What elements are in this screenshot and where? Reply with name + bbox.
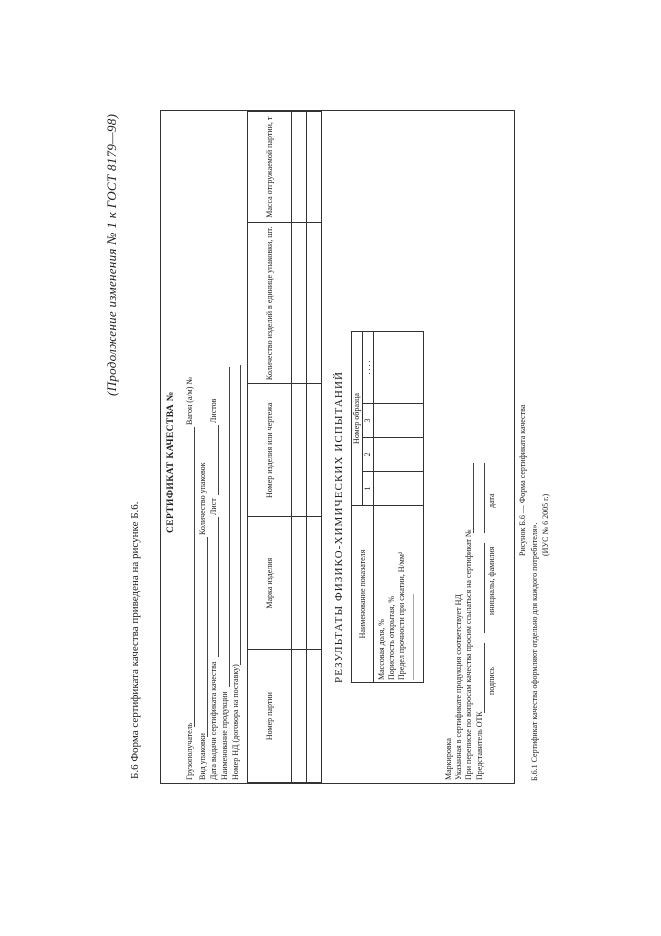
consignee-line [194,427,195,727]
packaging-label: Вид упаковки [198,733,207,780]
batch-table [247,111,322,783]
table-row [292,112,307,783]
col-grade: Марка изделия [248,517,292,650]
inquiries-text: При переписке по вопросам качества просим ссылаться на сертификат № [464,529,473,780]
note-line-1: Б.6.1 Сертификат качества оформляют отдельно для каждого потребителя». [530,522,539,781]
product-name-label: Наименование продукции [220,691,229,780]
results-title: РЕЗУЛЬТАТЫ ФИЗИКО-ХИМИЧЕСКИХ ИСПЫТАНИЙ [333,370,345,683]
initials-line [484,543,485,633]
col-batch-mass: Масса отгружаемой партии, т [248,112,292,223]
otk-label: Представитель ОТК [475,711,484,780]
packaging-line [207,537,208,737]
issue-date-line [218,517,219,657]
wagon-label: Вагон (а/м) № [185,376,194,425]
indicator-list [374,506,424,683]
certificate-frame [160,110,515,784]
sample-2: 2 [363,437,374,471]
col-batch-number: Номер партии [248,650,292,783]
product-name-line [229,367,230,687]
col-items-per-pack: Количество изделий в единице упаковки, шт. [248,223,292,384]
pack-count-label: Количество упаковок [198,462,207,535]
col-sample-number: Номер образца [352,332,363,506]
indicator-mass-fraction: Массовая доля, % [377,619,386,680]
col-item-number: Номер изделия или чертежа [248,384,292,517]
signature-line [484,643,485,713]
date-caption: дата [487,493,496,508]
continuation-header: (Продолжение изменения № 1 к ГОСТ 8179—98) [104,113,119,396]
indicator-porosity: Пористость открытая, % [387,595,396,680]
intro-text: Б.6 Форма сертификата качества приведена на рисунке Б.6. [129,501,141,779]
sample-3: 3 [363,403,374,437]
signature-caption: подпись [487,667,496,695]
nd-number-label: Номер НД (договора на поставку) [231,664,240,780]
sample-1: 1 [363,471,374,505]
col-indicator: Наименование показателя [352,506,374,683]
sheet-label: Лист [209,498,218,515]
date-line [484,463,485,533]
inquiries-line [473,463,474,533]
sheets-label: Листов [209,398,218,423]
issue-date-label: Дата выдачи сертификата качества [209,661,218,780]
note-line-2: (ИУС № 6 2005 г.) [541,493,550,556]
nd-number-line [240,365,241,665]
initials-caption: инициалы, фамилия [487,546,496,615]
conformity-text: Указанная в сертификате продукция соответствует НД [454,594,463,780]
figure-caption: Рисунок Б.6 — Форма сертификата качества [518,404,527,556]
results-table [351,331,424,683]
marking-label: Маркировка [444,738,453,780]
indicator-strength: Предел прочности при сжатии, Н/мм² [397,551,406,680]
certificate-title: СЕРТИФИКАТ КАЧЕСТВА № [166,391,176,533]
table-row [307,112,322,783]
sheet-line [218,425,219,495]
sample-more: . . . . [363,332,374,404]
indicator-more: ........................................... [407,594,416,680]
consignee-label: Грузополучатель [185,722,194,780]
